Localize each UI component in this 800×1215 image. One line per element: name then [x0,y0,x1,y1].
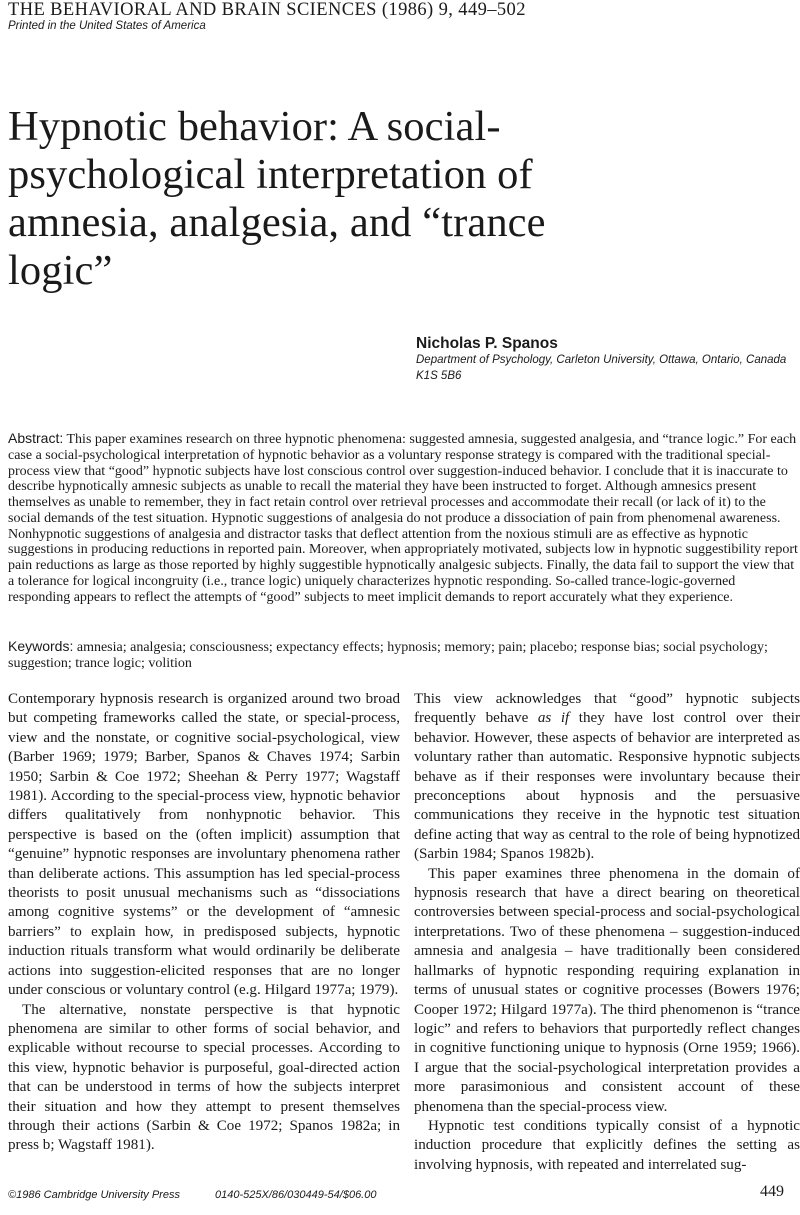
keywords [8,639,800,671]
emphasis-text: as if [537,710,570,727]
body-column-left [8,690,400,1156]
body-column-right [414,690,800,1175]
printed-notice: Printed in the United States of America [8,20,206,32]
keywords-text: amnesia; analgesia; consciousness; expectancy effects; hypnosis; memory; pain; placebo; response bias; social psychology; suggestion; trance logic; volition [8,640,768,671]
body-paragraph [414,690,800,865]
abstract-label: Abstract: [8,430,64,446]
title-line: logic” [8,247,113,294]
journal-header: THE BEHAVIORAL AND BRAIN SCIENCES (1986) 9, 449–502 [8,0,526,20]
keywords-label: Keywords: [8,638,74,654]
page-number: 449 [760,1183,784,1200]
title-line: psychological interpretation of [8,151,533,198]
author-name: Nicholas P. Spanos [416,335,558,352]
body-paragraph: This paper examines three phenomena in the domain of hypnosis research that have a direct bearing on theoretical controversies between special-process and social-psychological interpretations. Two of these phenomena – suggestion-induced amnesia and analgesia – have traditionally been considered hallmarks of hypnotic responding requiring explanation in terms of unusual states or cognitive processes (Bowers 1976; Cooper 1972; Hilgard 1977a). The third phenomenon is “trance logic” and refers to behaviors that purportedly reflect changes in cognitive functioning unique to hypnosis (Orne 1959; 1966). I argue that the social-psychological interpretation provides a more parasimonious and consistent account of these phenomena than the special-process view. [414,865,800,1115]
article-title [8,103,588,295]
title-line: amnesia, analgesia, and “trance [8,199,546,246]
body-text: they have lost control over their behavior. However, these aspects of behavior are interpreted as voluntary rather than automatic. Responsive hypnotic subjects behave as if their responses were involuntary because their preconceptions about hypnosis and the persuasive communications they receive in the hypnotic test situation define acting that way as central to the role of being hypnotized (Sarbin 1984; Spanos 1982b). [414,710,800,863]
body-paragraph: Hypnotic test conditions typically consist of a hypnotic induction procedure that explicitly defines the setting as involving hypnosis, with repeated and interrelated sug- [414,1117,800,1173]
abstract-text: This paper examines research on three hypnotic phenomena: suggested amnesia, suggested analgesia, and “trance logic.” For each case a social-psychological interpretation of hypnotic behavior as a voluntary response strategy is compared with the traditional special-process view that “good” hypnotic subjects have lost conscious control over suggestion-induced behavior. I conclude that it is inaccurate to describe hypnotically amnesic subjects as unable to recall the material they have been instructed to forget. Although amnesics present themselves as unable to remember, they in fact retain control over retrieval processes and accommodate their recall (or lack of it) to the social demands of the test situation. Hypnotic suggestions of analgesia do not produce a dissociation of pain from phenomenal awareness. Nonhypnotic suggestions of analgesia and distractor tasks that deflect attention from the noxious stimuli are as effective as hypnotic suggestions in producing reductions in reported pain. Moreover, when appropriately motivated, subjects low in hypnotic suggestibility report pain reductions as large as those reported by highly suggestible hypnotically analgesic subjects. Finally, the data fail to support the view that a tolerance for logical incongruity (i.e., trance logic) uniquely characterizes hypnotic responding. So-called trance-logic-governed responding appears to reflect the attempts of “good” subjects to meet implicit demands to report accurately what they experience. [8,432,798,605]
body-paragraph: The alternative, nonstate perspective is that hypnotic phenomena are similar to other forms of social behavior, and explicable without recourse to special processes. According to this view, hypnotic behavior is purposeful, goal-directed action that can be understood in terms of how the subjects interpret their situation and how they attempt to present themselves through their actions (Sarbin & Coe 1972; Spanos 1982a; in press b; Wagstaff 1981). [8,1001,400,1154]
article-code: 0140-525X/86/030449-54/$06.00 [215,1189,377,1201]
author-affiliation: Department of Psychology, Carleton University, Ottawa, Ontario, Canada K1S 5B6 [416,354,787,382]
body-text: This view acknowledges that “good” hypnotic subjects frequently behave [414,691,800,727]
copyright-notice: ©1986 Cambridge University Press [8,1189,180,1201]
body-paragraph: Contemporary hypnosis research is organized around two broad but competing frameworks called the state, or special-process, view and the nonstate, or cognitive social-psychological, view (Barber 1969; 1979; Barber, Spanos & Chaves 1974; Sarbin 1950; Sarbin & Coe 1972; Sheehan & Perry 1977; Wagstaff 1981). According to the special-process view, hypnotic behavior differs qualitatively from nonhypnotic behavior. This perspective is based on the (often implicit) assumption that “genuine” hypnotic responses are involuntary phenomena rather than deliberate actions. This assumption has led special-process theorists to posit unusual mechanisms such as “dissociations among cognitive systems” or the development of “amnesic barriers” to explain how, in predisposed subjects, hypnotic induction rituals transform what would ordinarily be deliberate actions into suggestion-elicited responses that are no longer under conscious or voluntary control (e.g. Hilgard 1977a; 1979). [8,691,400,999]
title-line: Hypnotic behavior: A social- [8,103,501,150]
abstract [8,431,800,605]
